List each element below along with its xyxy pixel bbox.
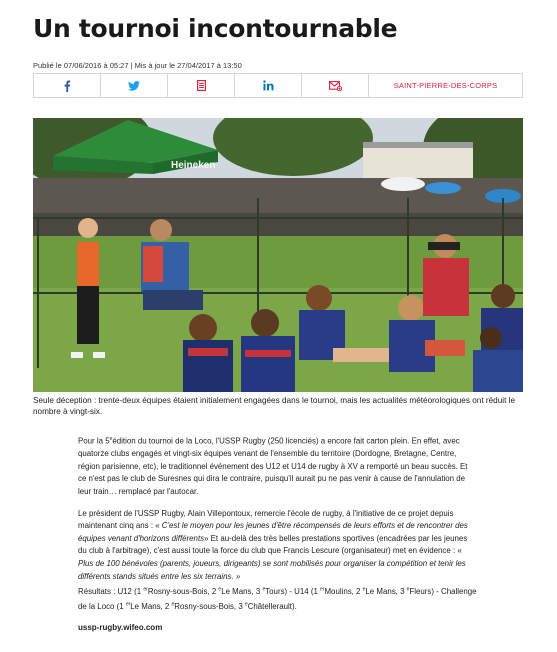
- text-span: Tours) - U14 (1: [265, 586, 321, 596]
- text-span: Moulins, 2: [324, 586, 363, 596]
- text-span: Résultats : U12 (1: [78, 586, 144, 596]
- text-span: Le Mans, 3: [365, 586, 407, 596]
- quote-text: Plus de 100 bénévoles (parents, joueurs, dirigeants) se sont mobilisés pour organiser la compétition et tenir les différents stands situés entre les six terrains. »: [78, 558, 466, 581]
- article-photo: [33, 118, 523, 392]
- share-email-button[interactable]: [302, 74, 369, 97]
- share-print-button[interactable]: [168, 74, 235, 97]
- text-span: Le Mans, 2: [130, 602, 172, 611]
- share-twitter-button[interactable]: [101, 74, 168, 97]
- text-span: » Et au-delà des très belles prestations sportives (encadrées par les jeunes du club à l'arbitrage), c'est aussi toute la force du club que Francis Lescure (organisateur) met en évidence : «: [78, 533, 468, 556]
- category-tag-link[interactable]: [369, 74, 522, 97]
- article-paragraph: [78, 433, 478, 499]
- share-bar: [33, 73, 523, 98]
- superscript: e: [406, 586, 410, 593]
- text-span: Le Mans, 3: [221, 586, 263, 596]
- text-span: Châtellerault).: [247, 602, 297, 611]
- share-linkedin-button[interactable]: [235, 74, 302, 97]
- twitter-icon: [128, 81, 140, 91]
- photo-caption: Seule déception : trente-deux équipes étaient initialement engagées dans le tournoi, mais les actualités météorologiques ont réduit le nombre à vingt-six.: [33, 396, 516, 416]
- club-website-link[interactable]: ussp-rugby.wifeo.com: [78, 623, 163, 632]
- share-facebook-button[interactable]: [34, 74, 101, 97]
- superscript: e: [362, 586, 366, 593]
- email-icon: [329, 81, 342, 91]
- text-span: Rosny-sous-Bois, 2: [147, 586, 219, 596]
- article-body: [78, 433, 478, 623]
- facebook-icon: [63, 80, 71, 92]
- superscript: e: [109, 436, 113, 442]
- superscript: e: [262, 586, 266, 593]
- article-paragraph: [78, 508, 478, 614]
- superscript: e: [171, 601, 175, 608]
- superscript: e: [244, 601, 248, 608]
- photo-illustration: [33, 118, 523, 392]
- superscript: er: [320, 586, 325, 593]
- superscript: e: [218, 586, 222, 593]
- article-title: Un tournoi incontournable: [33, 14, 398, 43]
- text-span: Rosny-sous-Bois, 3: [174, 602, 245, 611]
- text-span: édition du tournoi de la Loco, l'USSP Rugby (250 licenciés) a encore fait carton plein. En effet, avec quatorze clubs engagés et vingt-six équipes venant de l'ensemble du territoire (Dordogne, Bretagne, Centre, région parisienne, etc), le traditionnel événement des U12 et U14 de rugby à XV a remporté un beau succès. Et ce n'est pas le club de Suresnes qui dira le contraire, puisqu'il aurait pu ne pas venir à cause de l'annulation de leur train… remplacé par l'autocar.: [78, 436, 468, 496]
- tent-brand-text: Heineken: [171, 160, 216, 171]
- superscript: er: [143, 586, 148, 593]
- text-span: Fleurs) - Challenge de la Loco (1: [78, 586, 477, 611]
- superscript: er: [125, 601, 131, 608]
- print-icon: [197, 80, 206, 91]
- results-line: [78, 587, 477, 611]
- linkedin-icon: [263, 80, 274, 91]
- text-span: Le président de l'USSP Rugby, Alain Villepontoux, remercie l'école de rugby, à l'initiative de ce projet depuis maintenant cinq ans : «: [78, 508, 454, 531]
- quote-text: C'est le moyen pour les jeunes d'être récompensés de leurs efforts et de rencontrer des équipes venant d'horizons différents: [78, 521, 468, 543]
- publish-meta: Publié le 07/06/2016 à 05:27 | Mis à jour le 27/04/2017 à 13:50: [33, 61, 242, 70]
- category-tag-label: SAINT-PIERRE-DES-CORPS: [393, 81, 498, 90]
- text-span: Pour la 5: [78, 436, 110, 446]
